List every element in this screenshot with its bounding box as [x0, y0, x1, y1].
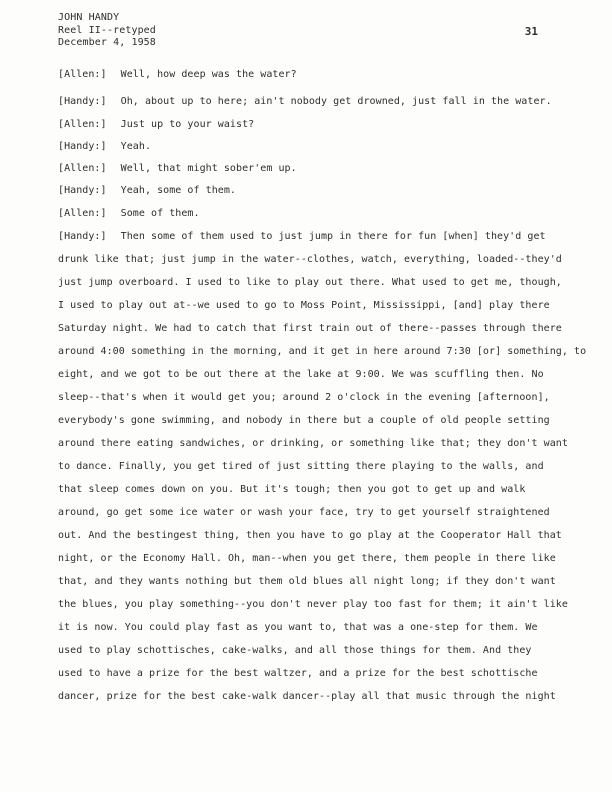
interviewee-name: JOHN HANDY [58, 12, 120, 23]
transcript-line [58, 230, 564, 244]
page-number: 31 [524, 25, 538, 38]
interview-date: December 4, 1958 [58, 37, 156, 48]
line-text: out. And the bestingest thing, then you have to go play at the Cooperator Hall that [58, 530, 562, 541]
transcript-line [58, 68, 564, 82]
line-text: I used to play out at--we used to go to Moss Point, Mississippi, [and] play there [58, 300, 550, 311]
line-text: that, and they wants nothing but them old blues all night long; if they don't want [58, 576, 556, 587]
line-text: everybody's gone swimming, and nobody in there but a couple of old people setting [58, 415, 550, 426]
transcript-line [58, 345, 587, 359]
transcript-line [58, 276, 564, 290]
transcript-line [58, 598, 568, 612]
speaker-label: [Handy:] [58, 141, 107, 152]
speaker-label: [Allen:] [58, 119, 107, 130]
transcript-line [58, 322, 564, 336]
transcript-line [58, 140, 564, 154]
line-text: Well, how deep was the water? [120, 69, 297, 80]
transcript-line [58, 162, 564, 176]
transcript-line [58, 552, 564, 566]
line-text: around there eating sandwiches, or drinking, or something like that; they don't want [58, 438, 568, 449]
line-text: to dance. Finally, you get tired of just sitting there playing to the walls, and [58, 461, 544, 472]
transcript-line [58, 667, 564, 681]
transcript-line [58, 299, 564, 313]
transcript-line [58, 118, 564, 132]
line-text: just jump overboard. I used to like to play out there. What used to get me, though, [58, 277, 562, 288]
transcript-line [58, 644, 564, 658]
line-text: Yeah. [120, 141, 152, 152]
speaker-label: [Allen:] [58, 208, 107, 219]
transcript-line [58, 621, 564, 635]
line-text: Just up to your waist? [120, 119, 255, 130]
line-text: around, go get some ice water or wash your face, try to get yourself straightened [58, 507, 550, 518]
transcript-line [58, 207, 564, 221]
line-text: the blues, you play something--you don't never play too fast for them; it ain't like [58, 599, 568, 610]
line-text: eight, and we got to be out there at the lake at 9:00. We was scuffling then. No [58, 369, 544, 380]
transcript-line [58, 506, 564, 520]
transcript-line [58, 529, 564, 543]
document-header [58, 12, 156, 50]
line-text: used to have a prize for the best waltzer, and a prize for the best schottische [58, 668, 538, 679]
transcript-line [58, 437, 568, 451]
line-text: used to play schottisches, cake-walks, and all those things for them. And they [58, 645, 532, 656]
line-text: Well, that might sober'em up. [120, 163, 297, 174]
transcript-line [58, 184, 564, 198]
speaker-label: [Allen:] [58, 69, 107, 80]
transcript-line [58, 460, 564, 474]
transcript-line [58, 95, 564, 109]
line-text: drunk like that; just jump in the water--clothes, watch, everything, loaded--they'd [58, 254, 562, 265]
line-text: around 4:00 something in the morning, and it get in here around 7:30 [or] something, to [58, 346, 587, 357]
reel-label: Reel II--retyped [58, 24, 156, 36]
line-text: dancer, prize for the best cake-walk dancer--play all that music through the night [58, 691, 556, 702]
line-text: night, or the Economy Hall. Oh, man--when you get there, them people in there like [58, 553, 556, 564]
transcript-line [58, 368, 564, 382]
line-text: it is now. You could play fast as you want to, that was a one-step for them. We [58, 622, 538, 633]
line-text: that sleep comes down on you. But it's tough; then you got to get up and walk [58, 484, 526, 495]
line-text: sleep--that's when it would get you; around 2 o'clock in the evening [afternoon], [58, 392, 550, 403]
transcript-line [58, 483, 564, 497]
line-text: Some of them. [120, 208, 200, 219]
speaker-label: [Handy:] [58, 185, 107, 196]
speaker-label: [Allen:] [58, 163, 107, 174]
line-text: Then some of them used to just jump in there for fun [when] they'd get [120, 231, 546, 242]
transcript-line [58, 391, 564, 405]
transcript-line [58, 253, 564, 267]
line-text: Yeah, some of them. [120, 185, 236, 196]
line-text: Oh, about up to here; ain't nobody get drowned, just fall in the water. [120, 96, 552, 107]
speaker-label: [Handy:] [58, 231, 107, 242]
speaker-label: [Handy:] [58, 96, 107, 107]
transcript-line [58, 690, 564, 704]
line-text: Saturday night. We had to catch that first train out of there--passes through there [58, 323, 562, 334]
transcript-line [58, 414, 564, 428]
transcript-line [58, 575, 564, 589]
